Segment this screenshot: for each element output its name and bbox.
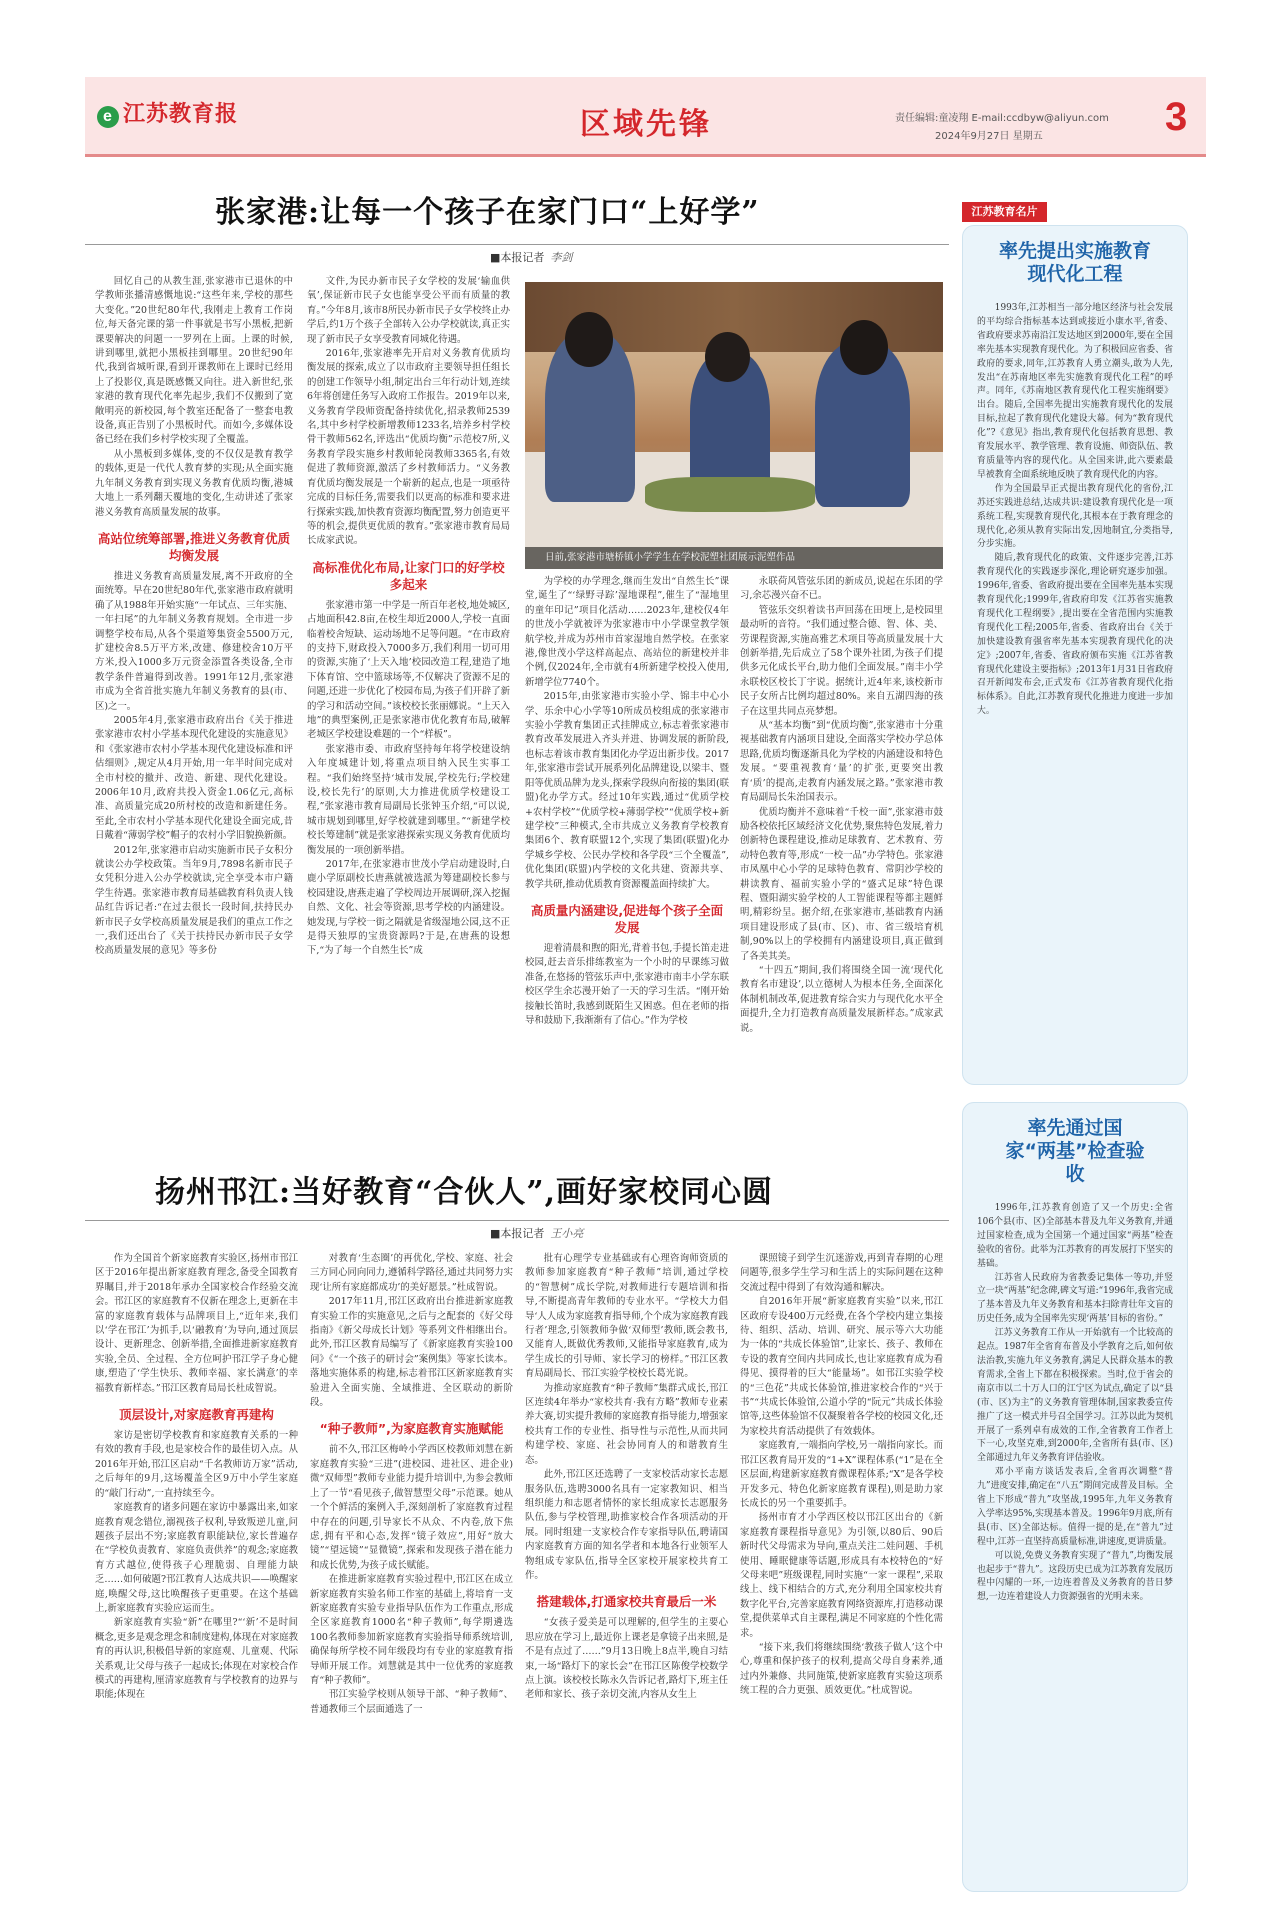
logo-text: 江苏教育报 <box>123 101 239 127</box>
newspaper-page <box>85 77 1206 1899</box>
byline-name: 王小亮 <box>550 1227 584 1240</box>
article2-column-4 <box>740 1252 943 1892</box>
paragraph: 随后,教育现代化的政策、文件逐步完善,江苏教育现代化的实践逐步深化,理论研究逐步加强。1996年,省委、省政府提出要在全国率先基本实现教育现代化;1999年,省政府印发《江苏省实施教育现代化工程纲要》,提出要在全省范围内实施教育现代化工程;2005年,省委、省政府出台《关于加快建设教育强省率先基本实现教育现代化的决定》;2007年,省委、省政府颁布实施《江苏省教育现代化建设主要指标》;2013年1月31日省政府召开新闻发布会,正式发布《江苏省教育现代化指标体系》。自此,江苏教育现代化推进力度进一步加大。 <box>977 553 1173 717</box>
paragraph: 2017年,在张家港市世茂小学启动建设时,白鹿小学原副校长唐燕就被选派为筹建副校长参与校园建设,唐燕走遍了学校周边开展调研,深入挖掘自然、文化、社会等资源,思考学校的内涵建设。她发现,与学校一街之隔就是省级湿地公园,这不正是得天独厚的宝贵资源吗?于是,在唐燕的设想下,“为了每一个自然生长”成 <box>307 859 510 957</box>
article2-subhead-1: 顶层设计,对家庭教育再建构 <box>119 1407 274 1423</box>
photo-caption: 日前,张家港市塘桥镇小学学生在学校泥塑社团展示泥塑作品 <box>525 547 943 569</box>
headline-rule <box>85 244 949 245</box>
page-number: 3 <box>1165 95 1188 139</box>
headline-rule <box>85 1220 949 1221</box>
photo-student <box>705 332 750 382</box>
article1-subhead-2: 高标准优化布局,让家门口的好学校多起来 <box>312 559 505 592</box>
paragraph: 家访是密切学校教育和家庭教育关系的一种有效的教育手段,也是家校合作的最佳切入点。从2016年开始,邗江区启动“千名教师访万家”活动,之后每年的9月,这场覆盖全区9万中小学生家庭的“敲门行动”,一直持续至今。 <box>95 1430 298 1499</box>
paragraph: 为推动家庭教育“种子教师”集群式成长,邗江区连续4年举办“家校共育·我有方略”教师专业素养大赛,切实提升教师的家庭教育指导能力,增强家校共育工作的专业性、指导性与示范性,从而共同构建学校、家庭、社会协同育人的和谐教育生态。 <box>525 1382 728 1466</box>
paragraph: 可以说,免费义务教育实现了“普九”,均衡发展也起步于“普九”。这段历史已成为江苏教育发展历程中闪耀的一环,一边连着普及义务教育的昔日梦想,一边连着建设人力资源强省的光明未来。 <box>977 1550 1173 1603</box>
paragraph: 邓小平南方谈话发表后,全省再次调整“普九”进度安排,确定在“八五”期间完成普及目标。全省上下形成“普九”攻坚战,1995年,九年义务教育入学率达95%,实现基本普及。1996年9月底,所有县(市、区)全部达标。值得一提的是,在“普九”过程中,江苏一直坚持高质量标准,讲速度,更讲质量。 <box>977 1467 1173 1547</box>
article2-subhead-2: “种子教师”,为家庭教育实施赋能 <box>319 1421 504 1437</box>
article1-subhead-1: 高站位统筹部署,推进义务教育优质均衡发展 <box>97 530 291 563</box>
paragraph: 江苏义务教育工作从一开始就有一个比较高的起点。1987年全省育布普及小学教育之后,如何依法治教,实施九年义务教育,满足人民群众基本的教育需求,全省上下都在积极探索。当时,位于省会的南京市以二十万人口的江宁区为试点,确定了以“县(市、区)为主”的义务教育管理体制,国家教委宣传推广了这一模式并号召全国学习。江苏以此为契机开展了一系列卓有成效的工作,全省教育工作者上下一心,攻坚克难,到2000年,全省所有县(市、区)全部通过九年义务教育评估验收。 <box>977 1328 1173 1464</box>
article1-headline: 张家港:让每一个孩子在家门口“上好学” <box>215 195 760 230</box>
paragraph: 迎着清晨和煦的阳光,背着书包,手提长笛走进校园,赶去音乐排练教室为一个小时的早课练习做准备,在悠扬的管弦乐声中,张家港市南丰小学东联校区学生余芯漫开始了一天的学习生活。“刚开始接触长笛时,我感到既陌生又困惑。但在老师的指导和鼓励下,我渐渐有了信心。”作为学校 <box>525 942 729 1026</box>
paragraph: 2012年,张家港市启动实施新市民子女积分就读公办学校政策。当年9月,7898名新市民子女凭积分进入公办学校就读,完全享受本市户籍学生待遇。张家港市教育局基础教育科负责人钱品红告诉记者:“在过去很长一段时间,扶持民办新市民子女学校高质量发展是我们的重点工作之一,我们还出台了《关于扶持民办新市民子女学校高质量发展的意见》等多份 <box>95 844 293 957</box>
photo-student <box>840 320 888 375</box>
paragraph: 张家港市委、市政府坚持每年将学校建设纳入年度城建计划,将重点项目纳入民生实事工程。“我们始终坚持‘城市发展,学校先行;学校建设,校长先行’的原则,大力推进优质学校建设工程,”张家港市教育局副局长张钟玉介绍,“可以说,城市规划到哪里,好学校就建到哪里。”“新建学校校长筹建制”就是张家港探索实现义务教育优质均衡发展的一项创新举措。 <box>307 743 510 856</box>
sidebar-box-2 <box>962 1102 1188 1892</box>
paragraph: 作为全国最早正式提出教育现代化的省份,江苏还实践进总结,达成共识:建设教育现代化是一项系统工程,实现教育现代化,其根本在于教育理念的现代化,必须从教育实际出发,因地制宜,分类指导,分步实施。 <box>977 483 1173 550</box>
sidebar-box-1-title <box>963 240 1187 286</box>
paragraph: 回忆自己的从教生涯,张家港市已退休的中学教师张播清感慨地说:“这些年来,学校的那些大变化。”20世纪80年代,我刚走上教育工作岗位,每天备完课的第一件事就是书写小黑板,把新课要解决的问题一一罗列在上面。上课的时候,讲到哪里,就把小黑板挂到哪里。20世纪90年代,我到省城听课,看到开课教师在上课时已经用上了投影仪,真是既感慨又向往。进入新世纪,张家港的教育现代化率先起步,我们不仅搬到了宽敞明亮的新校园,每个教室还配备了一整套电教设备,真正告别了小黑板时代。而如今,多媒体设备已经在我们乡村学校实现了全覆盖。 <box>95 276 293 446</box>
paragraph: 江苏省人民政府为省教委记集体一等功,并竖立一块“两基”纪念碑,碑文写道:“1996年,我省完成了基本普及九年义务教育和基本扫除青壮年文盲的历史任务,成为全国率先实现‘两基’目标的省份。” <box>977 1272 1173 1325</box>
sidebar-box-1 <box>962 225 1188 1085</box>
article1-byline <box>490 249 572 265</box>
paragraph: 自2016年开展“新家庭教育实验”以来,邗江区政府专设400万元经费,在各个学校内建立集接待、组织、活动、培训、研究、展示等六大功能为一体的“共成长体验馆”,让家长、孩子、教师在专设的教育空间内共同成长,也让家庭教育成为看得见、摸得着的巨大“能量场”。如邗江实验学校的“三色花”共成长体验馆,推进家校合作的“兴于书”“共成长体验馆,公道小学的“阮元”共成长体验馆等,这些体验馆不仅凝聚着各学校的校园文化,还为家校共育活动提供了有效载体。 <box>740 1296 943 1437</box>
sidebar-box-1-text <box>963 302 1187 719</box>
article2-column-3 <box>525 1252 728 1892</box>
paragraph: 优质均衡并不意味着“千校一面”,张家港市鼓励各校依托区域经济文化优势,聚焦特色发展,着力创新特色课程建设,推动足球教育、艺术教育、劳动特色教育等,形成“一校一品”办学特色。张家港市凤凰中心小学的足球特色教育、常阴沙学校的耕读教育、福前实验小学的“盛式足球”特色课程、暨阳湖实验学校的人工智能课程等都主题鲜明,精彩纷呈。据介绍,在张家港市,基础教育内涵项目建设形成了县(市、区)、市、省三级培育机制,90%以上的学校拥有内涵建设项目,真正做到了各美其美。 <box>740 806 943 962</box>
sidebar-tag: 江苏教育名片 <box>962 202 1047 222</box>
paragraph: 1993年,江苏相当一部分地区经济与社会发展的平均综合指标基本达到或接近小康水平,省委、省政府要求苏南沿江发达地区到2000年,要在全国率先基本实现教育现代化。为了积极回应省委、省政府的要求,同年,江苏教育人勇立潮头,敢为人先,发出“在苏南地区率先实施教育现代化工程”的呼声。同年,《苏南地区教育现代化工程实施纲要》出台。随后,全国率先提出实施教育现代化的发展目标,拉起了教育现代化建设大幕。何为“教育现代化”?《意见》指出,教育现代化包括教育思想、教育发展水平、教学管理、教育设施、师资队伍、教育质量等内容的现代化。从全国来讲,此六要素最早被教育全面系统地反映了教育现代化的内容。 <box>977 303 1173 480</box>
article1-column-4 <box>740 575 943 1153</box>
paragraph: 邗江实验学校则从领导干部、“种子教师”、普通教师三个层面通选了一 <box>310 1689 513 1715</box>
article2-column-1 <box>95 1252 298 1892</box>
paragraph: 张家港市第一中学是一所百年老校,地处城区,占地面积42.8亩,在校生却近2000人,学校一直面临着校舍短缺、运动场地不足等问题。“在市政府的支持下,财政投入7000多万,我们利用一切可用的资源,实施了‘上天入地’校园改造工程,建造了地下体育馆、空中篮球场等,不仅解决了资源不足的问题,还进一步优化了校园布局,为孩子们开辟了新的学习和活动空间。”该校校长张丽娜说。“上天入地”的典型案例,正是张家港市优化教育布局,破解老城区学校建设难题的一个“样板”。 <box>307 599 510 741</box>
paragraph: 对教育‘生态圈’的再优化,学校、家庭、社会三方同心同向同力,遵循科学路径,通过共同努力实现‘让所有家庭都成功’的美好愿景。”杜成智说。 <box>310 1253 513 1293</box>
paragraph: 文件,为民办新市民子女学校的发展‘输血供氧’,保证新市民子女也能享受公平而有质量的教育。”今年8月,该市8所民办新市民子女学校终止办学后,约1万个孩子全部转入公办学校就读,真正实现了新市民子女享受教育同城化待遇。 <box>307 276 510 345</box>
sidebar-box-2-text <box>963 1202 1187 1605</box>
paragraph: 2017年11月,邗江区政府出台推进新家庭教育实验工作的实施意见,之后与之配套的《好父母指南》《新父母成长计划》等系列文件相继出台。此外,邗江区教育局编写了《新家庭教育实验100问》《“一个孩子的研讨会”案例集》等家长读本。落地实施体系的构建,标志着邗江区新家庭教育实验进入全面实施、全域推进、全区联动的新阶段。 <box>310 1296 513 1409</box>
paragraph: “接下来,我们将继续围绕‘教孩子做人’这个中心,尊重和保护孩子的权利,提高父母自身素养,通过内外兼修、共同施策,使新家庭教育实验这项系统工程的合力更强、质效更优。”杜成智说。 <box>740 1641 943 1697</box>
paragraph: 批有心理学专业基础或有心理咨询师资质的教师参加家庭教育“种子教师”培训,通过学校的“智慧树”成长学院,对教师进行专题培训和指导,不断提高青年教师的专业水平。“学校大力倡导‘人人成为家庭教育指导师,个个成为家庭教育践行者’理念,引领教师争做‘双师型’教师,既会教书,又能育人,既做优秀教师,又能指导家庭教育,成为学生成长的引导师、家长学习的榜样。”邗江区教育局副局长、邗江实验学校校长葛光说。 <box>525 1253 728 1380</box>
paragraph: 2015年,由张家港市实验小学、锦丰中心小学、乐余中心小学等10所成员校组成的张家港市实验小学教育集团正式挂牌成立,标志着张家港市教育改革发展进入齐头并进、协调发展的新阶段,也标志着该市教育集团化办学迈出新步伐。2017年,张家港市尝试开展系列化品牌建设,以梁丰、暨阳等优质品牌为龙头,探索学段纵向衔接的集团(联盟)化办学方式。经过10年实践,通过“优质学校+农村学校”“优质学校+薄弱学校”“优质学校+新建学校”三种模式,全市共成立义务教育学校教育集团6个、教育联盟12个,实现了集团(联盟)化办学城乡学校、公民办学校和各学段“三个全覆盖”,优化集团(联盟)内学校的文化共建、资源共享、教学共研,推动优质教育资源覆盖面持续扩大。 <box>525 691 729 890</box>
photo-clay-artwork <box>645 477 815 512</box>
paragraph: 课照镜子到学生沉迷游戏,再到青春期的心理问题等,很多学生学习和生活上的实际问题在这种交流过程中得到了有效沟通和解决。 <box>740 1253 943 1293</box>
paragraph: 此外,邗江区还选聘了一支家校活动家长志愿服务队伍,选聘3000名具有一定家教知识、相当组织能力和志愿者情怀的家长组成家长志愿服务队伍,参与学校管理,助推家校合作各项活动的开展。同时组建一支家校合作专家指导队伍,聘请国内家庭教育方面的知名学者和本地各行业领军人物组成专家队伍,指导全区家校开展家校共育工作。 <box>525 1469 728 1581</box>
paragraph: 扬州市育才小学西区校以邗江区出台的《新家庭教育课程指导意见》为引领,以80后、90后新时代父母需求为导向,重点关注二娃问题、手机使用、睡眠健康等话题,形成具有本校特色的“好父母来吧”班级课程,同时实施“一家一课程”,采取线上、线下相结合的方式,充分利用全国家校共育数字化平台,完善家庭教育网络资源库,打造移动课堂,提供菜单式自主课程,满足不同家庭的个性化需求。 <box>740 1512 943 1639</box>
paragraph: 家庭教育的诸多问题在家访中暴露出来,如家庭教育观念错位,溺视孩子权利,导致叛逆儿童,问题孩子层出不穷;家庭教育职能缺位,家长普遍存在“学校负责教育、家庭负责供养”的观念;家庭教育方式越位,使得孩子心理脆弱、自理能力缺乏……如何破题?邗江教育人达成共识——唤醒家庭,唤醒父母,这比唤醒孩子更重要。在这个基础上,新家庭教育实验应运而生。 <box>95 1502 298 1614</box>
paragraph: 为学校的办学理念,继而生发出“自然生长”课堂,诞生了“‘绿野寻踪’湿地课程”,催生了“湿地里的童年印记”项目化活动……2023年,建校仅4年的世茂小学就被评为张家港市中小学课堂教学领航学校,并成为苏州市首家湿地自然学校。在张家港,像世茂小学这样高起点、高站位的新建校并非个例,仅2024年,全市就有4所新建学校投入使用,新增学位7740个。 <box>525 576 729 688</box>
paragraph: 作为全国首个新家庭教育实验区,扬州市邗江区于2016年提出新家庭教育理念,备受全国教育界瞩目,并于2018年承办全国家校合作经验交流会。邗江区的家庭教育不仅新在理念上,更新在丰富的家庭教育载体与品牌项目上,“近年来,我们以‘学在邗江’为抓手,以‘融教育’为导向,通过顶层设计、更新理念、创新举措,全面推进新家庭教育实验,全员、全过程、全方位呵护邗江学子身心健康,塑造了‘学生快乐、教师幸福、家长满意’的幸福教育新样态。”邗江区教育局局长杜成智说。 <box>95 1253 298 1394</box>
paragraph: 从“基本均衡”到“优质均衡”,张家港市十分重视基础教育内涵项目建设,全面落实学校办学总体思路,优质均衡逐渐具化为学校的内涵建设和特色发展。“要重视教育‘量’的扩张,更要突出教育‘质’的提高,走教育内涵发展之路。”张家港市教育局副局长朱治国表示。 <box>740 720 943 804</box>
paragraph: 前不久,邗江区梅岭小学西区校教师刘慧在新家庭教育实验“三进”(进校园、进社区、进企业)微“双师型”教师专业能力提升培训中,为参会教师上了一节“看见孩子,做智慧型父母”示范课。她从一个个鲜活的案例入手,深刻剖析了家庭教育过程中存在的问题,引导家长不从众、不内卷,放下焦虑,拥有平和心态,发挥“镜子效应”,用好“放大镜”“望远镜”“显微镜”,探索和发现孩子潜在能力和成长优势,为孩子成长赋能。 <box>310 1444 513 1571</box>
sidebar-title-text: 率先通过国家“两基”检查验收 <box>1005 1117 1145 1185</box>
paragraph: 在推进新家庭教育实验过程中,邗江区在成立新家庭教育实验名师工作室的基础上,将培育一支新家庭教育实验专业指导队伍作为工作重点,形成全区家庭教育1000名“种子教师”,每学期遴选100名教师参加新家庭教育实验指导师系统培训,确保每所学校不同年级段均有专业的家庭教育指导师开展工作。刘慧就是其中一位优秀的家庭教育“种子教师”。 <box>310 1574 513 1686</box>
paragraph: 家庭教育,一端指向学校,另一端指向家长。而邗江区教育局开发的“1+X”课程体系(“1”是在全区层面,构建新家庭教育微课程体系;“X”是各学校开发多元、特色化新家庭教育课程),则是助力家长成长的另一个重要抓手。 <box>740 1440 943 1509</box>
column-title: 区域先锋 <box>580 107 712 142</box>
paragraph: 推进义务教育高质量发展,离不开政府的全面统筹。早在20世纪80年代,张家港市政府就明确了从1988年开始实施“一年试点、三年实施、一年扫尾”的九年制义务教育规划。全市进一步调整学校布局,从各个渠道筹集资金5500万元,扩建校舍8.5万平方米,改建、修建校舍10万平方米,投入1000多万元资金添置各类设备,全市教学条件普遍得到改善。1991年12月,张家港市成为全省首批实施九年制义务教育的县(市、区)之一。 <box>95 570 293 712</box>
article2-headline: 扬州邗江:当好教育“合伙人”,画好家校同心圆 <box>155 1175 774 1210</box>
date-line: 2024年9月27日 星期五 <box>935 131 1043 142</box>
paragraph: 从小黑板到多媒体,变的不仅仅是教育教学的载体,更是一代代人教育梦的实现;从全面实施九年制义务教育到实现义务教育优质均衡,港城大地上一系列翻天覆地的变化,生动讲述了张家港义务教育高质量发展的故事。 <box>95 448 293 518</box>
article2-subhead-3: 搭建载体,打通家校共育最后一米 <box>536 1594 717 1610</box>
paragraph: 1996年,江苏教育创造了又一个历史:全省106个县(市、区)全部基本普及九年义务教育,并通过国家检查,成为全国第一个通过国家“两基”检查验收的省份。此举为江苏教育的再发展打下坚实的基础。 <box>977 1203 1173 1269</box>
paragraph: 2016年,张家港率先开启对义务教育优质均衡发展的探索,成立了以市政府主要领导担任组长的创建工作领导小组,制定出台三年行动计划,连续6年将创建任务写入政府工作报告。2019年以来,义务教育学段师资配备持续优化,招录教师2539名,其中乡村学校新增教师1233名,培养乡村学校骨干教师562名,评选出“优质均衡”示范校7所,义务教育学段实施乡村教师轮岗教师3365名,有效促进了教师资源,激活了乡村教师活力。“义务教育优质均衡发展是一个崭新的起点,也是一项亟待完成的目标任务,需要我们以更高的标准和要求进行探索实践,加快教育资源均衡配置,努力创造更平等的机会,提供更优质的教育。”张家港市教育局局长成家武说。 <box>307 348 510 547</box>
newspaper-logo <box>97 97 238 128</box>
article1-column-2 <box>307 275 510 1153</box>
masthead <box>85 77 1206 157</box>
paragraph: “女孩子爱美是可以理解的,但学生的主要心思应放在学习上,最近你上课老是拿镜子出来照,是不是有点过了……”9月13日晚上8点半,晚自习结束,一场“路灯下的家长会”在邗江区陈俊学校数学点上演。该校校长陈永久告诉记者,路灯下,班主任老师和家长、孩子亲切交流,内容从女生上 <box>525 1617 728 1701</box>
byline-name: 李剑 <box>550 251 573 264</box>
article1-column-3 <box>525 575 729 1153</box>
article1-subhead-3: 高质量内涵建设,促进每个孩子全面发展 <box>530 902 724 935</box>
article2-byline <box>490 1225 583 1241</box>
paragraph: 管弦乐交织着读书声回荡在田埂上,是校园里最动听的音符。“我们通过整合德、智、体、美、劳课程资源,实施高雅艺术项目等高质量发展十大创新举措,先后成立了58个课外社团,为孩子们提供多元化成长平台,助力他们全面发展。”南丰小学永联校区校长丁宇说。据统计,近4年来,该校新市民子女所占比例均超过80%。来自五湖四海的孩子在这里共同点亮梦想。 <box>740 604 943 717</box>
editor-line: 责任编辑:童凌翔 E-mail:ccdbyw@aliyun.com <box>895 113 1109 124</box>
article1-column-1 <box>95 275 293 1153</box>
byline-prefix: ■本报记者 <box>490 251 545 264</box>
paragraph: 新家庭教育实验“新”在哪里?“‘新’不是时间概念,更多是观念理念和制度建构,体现在对家庭教育的再认识,积极倡导新的家庭观、儿童观、代际关系观,让父母与孩子一起成长;体现在对家校合作模式的再建构,厘清家庭教育与学校教育的边界与职能;体现在 <box>95 1617 298 1701</box>
sidebar-box-2-title <box>963 1117 1187 1186</box>
byline-prefix: ■本报记者 <box>490 1227 545 1240</box>
paragraph: “十四五”期间,我们将围绕全国一流‘现代化教育名市建设’,以立德树人为根本任务,全面深化体制机制改革,促进教育综合实力与现代化水平全面提升,全力打造教育高质量发展新样态。”成家武说。 <box>740 964 943 1034</box>
sidebar-title-text: 率先提出实施教育现代化工程 <box>998 240 1151 285</box>
article1-photo <box>525 282 943 569</box>
logo-icon: e <box>97 106 119 128</box>
paragraph: 2005年4月,张家港市政府出台《关于推进张家港市农村小学基本现代化建设的实施意见》和《张家港市农村小学基本现代化建设标准和评估细则》,规定从4月开始,用一年半时间完成对全市村校的撤并、改造、新建、现代化建设。2006年10月,政府共投入资金1.06亿元,高标准、高质量完成20所村校的改造和新建任务。至此,全市农村小学基本现代化建设全面完成,昔日戴着“薄弱学校”帽子的农村小学旧貌换新颜。 <box>95 714 293 842</box>
photo-student <box>565 312 613 367</box>
paragraph: 永联荷风管弦乐团的新成员,说起在乐团的学习,余芯漫兴奋不已。 <box>740 576 943 602</box>
article2-column-2 <box>310 1252 513 1892</box>
